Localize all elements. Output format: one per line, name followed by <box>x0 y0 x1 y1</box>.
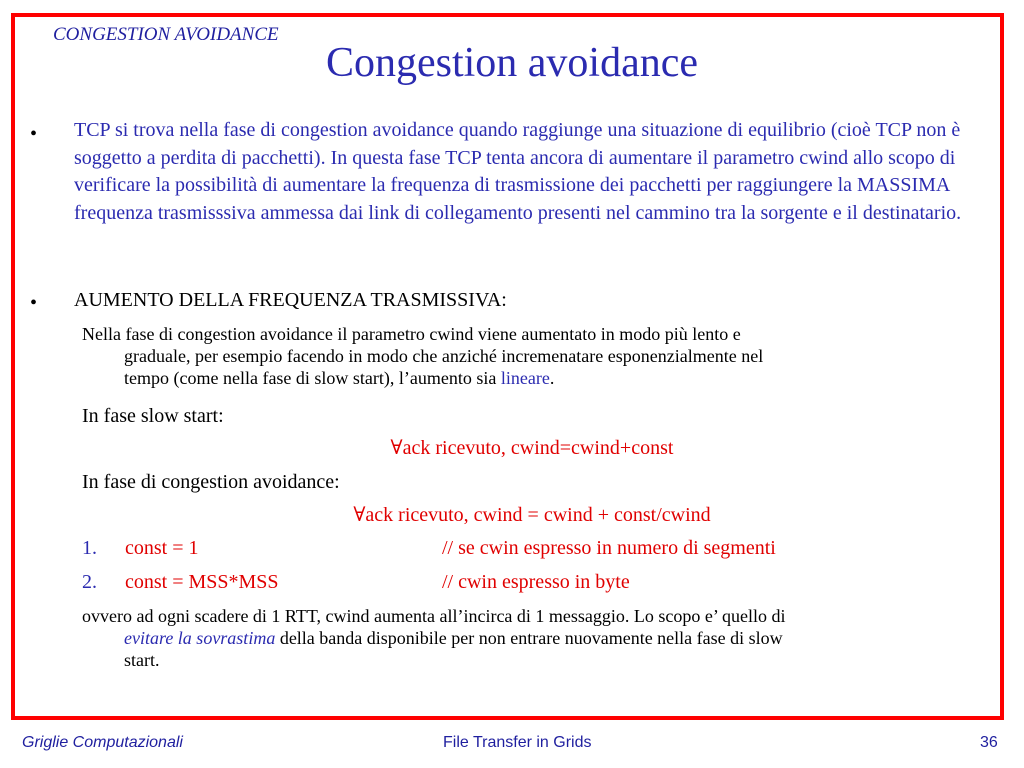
list-expr-1: const = 1 <box>125 537 199 559</box>
sub2-line1: ovvero ad ogni scadere di 1 RTT, cwind aumenta all’incirca di 1 messaggio. Lo scopo e’ quello di <box>82 606 786 626</box>
list-num-2: 2. <box>82 571 97 593</box>
sub-paragraph-1 <box>82 323 982 389</box>
sub2-line2 <box>82 627 1002 649</box>
bullet-marker-2: • <box>30 292 38 314</box>
ca-formula: ∀ack ricevuto, cwind = cwind + const/cwind <box>353 504 711 526</box>
sub2-line3: start. <box>124 650 160 670</box>
sub1-line1: Nella fase di congestion avoidance il parametro cwind viene aumentato in modo più lento e <box>82 324 741 344</box>
sub-paragraph-2 <box>82 605 1002 671</box>
bullet-marker-1: • <box>30 123 38 145</box>
footer-page-number: 36 <box>980 734 998 751</box>
sub1-line2: graduale, per esempio facendo in modo che anziché incremenatare esponenzialmente nel <box>124 346 764 366</box>
sub2-line2-rest: della banda disponibile per non entrare nuovamente nella fase di slow <box>275 628 783 648</box>
list-num-1: 1. <box>82 537 97 559</box>
footer-course: Griglie Computazionali <box>22 734 183 751</box>
sub1-line3-text: tempo (come nella fase di slow start), l’aumento sia <box>124 368 501 388</box>
slide-title: Congestion avoidance <box>325 40 699 86</box>
list-expr-2: const = MSS*MSS <box>125 571 279 593</box>
lineare-link: lineare <box>500 368 550 388</box>
ca-label: In fase di congestion avoidance: <box>82 471 340 493</box>
sub1-line3 <box>82 367 982 389</box>
slow-start-label: In fase slow start: <box>82 405 224 427</box>
footer-topic: File Transfer in Grids <box>443 734 592 751</box>
section-label: CONGESTION AVOIDANCE <box>53 24 279 45</box>
emphasis-text: evitare la sovrastima <box>124 628 276 648</box>
sub1-line3-end: . <box>549 368 555 388</box>
slow-start-formula: ∀ack ricevuto, cwind=cwind+const <box>390 437 674 459</box>
list-comment-1: // se cwin espresso in numero di segmenti <box>442 537 776 559</box>
bullet-text-2: AUMENTO DELLA FREQUENZA TRASMISSIVA: <box>74 289 507 311</box>
list-comment-2: // cwin espresso in byte <box>442 571 630 593</box>
bullet-text-1: TCP si trova nella fase di congestion avoidance quando raggiunge una situazione di equilibrio (cioè TCP non è soggetto a perdita di pacchetti). In questa fase TCP tenta ancora di aumentare il parametro cwind allo scopo di verificare la possibilità di aumentare la frequenza di trasmissione dei pacchetti per raggiungere la MASSIMA frequenza trasmisssiva ammessa dai link di collegamento presenti nel cammino tra la sorgente e il destinatario. <box>74 119 962 224</box>
